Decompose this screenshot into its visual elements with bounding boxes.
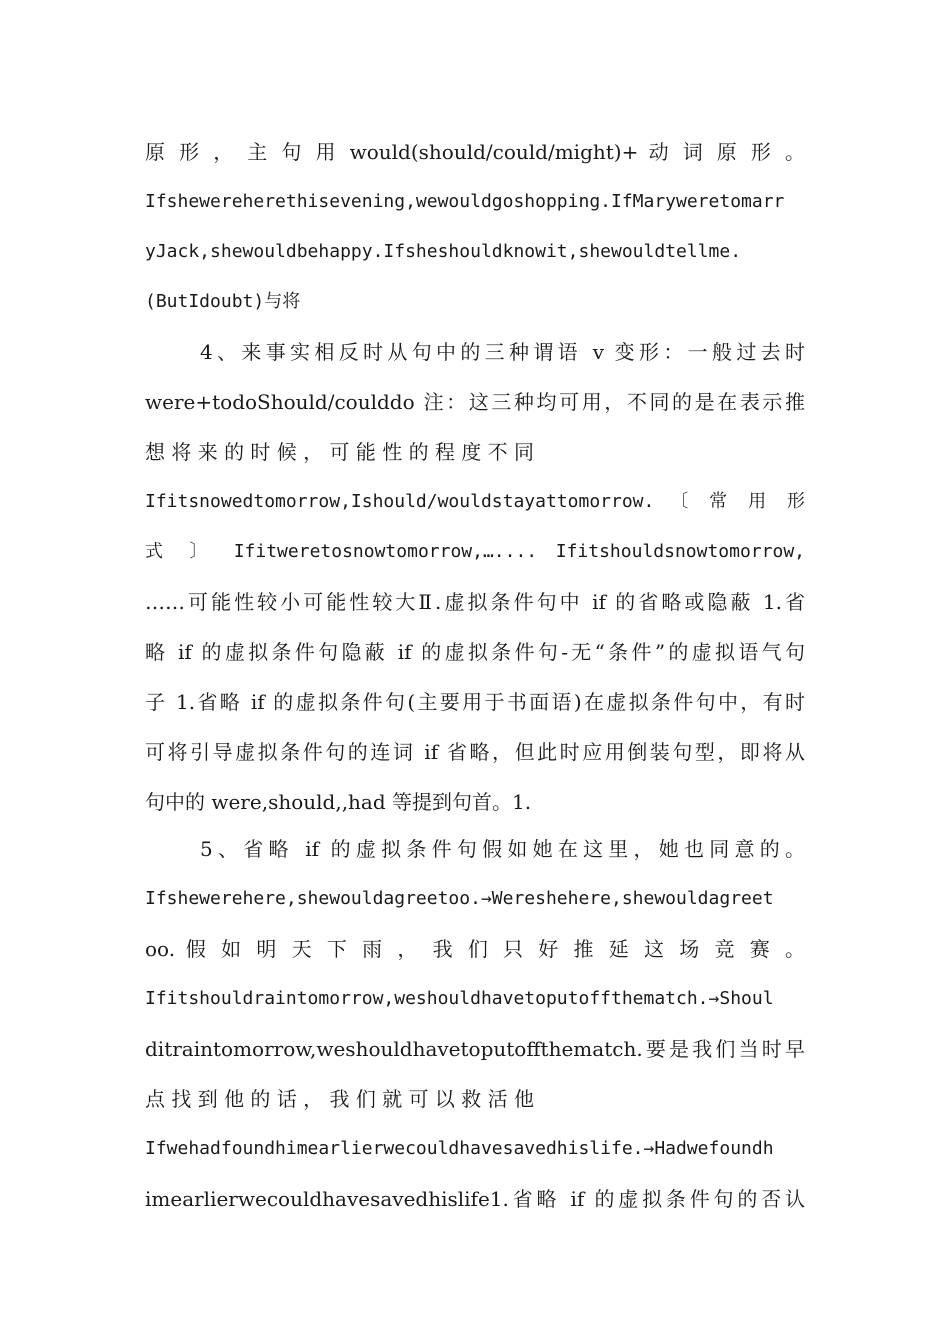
text-line: 4、来事实相反时从句中的三种谓语 v 变形：一般过去时 <box>200 340 805 364</box>
text-line: 点 找 到 他 的 话 ， 我 们 就 可 以 救 活 他 <box>145 1087 535 1111</box>
text-line: 可将引导虚拟条件句的连词 if 省略，但此时应用倒装句型，即将从 <box>145 740 805 764</box>
text-line: oo. 假 如 明 天 下 雨 ， 我 们 只 好 推 延 这 场 竞 赛 。 <box>145 937 805 961</box>
text-line: 想 将 来 的 时 候 ， 可 能 性 的 程 度 不 同 <box>145 440 535 464</box>
text-line: ditraintomorrow,weshouldhavetoputoffthematch.要是我们当时早 <box>145 1037 805 1061</box>
text-line: 句中的 were,should,,had 等提到句首。1. <box>145 790 532 814</box>
text-line: yJack,shewouldbehappy.Ifsheshouldknowit,shewouldtellme. <box>145 241 742 262</box>
text-line: were+todoShould/coulddo 注：这三种均可用，不同的是在表示推 <box>145 390 805 414</box>
text-line: imearlierwecouldhavesavedhislife1.省略 if 的虚拟条件句的否认 <box>145 1187 805 1211</box>
text-line: 式 〕 Ifitweretosnowtomorrow,….... Ifitshouldsnowtomorrow, <box>145 541 805 562</box>
text-line: Ifshewereherethisevening,wewouldgoshopping.IfMaryweretomarr <box>145 191 785 212</box>
text-line: ……可能性较小可能性较大Ⅱ.虚拟条件句中 if 的省略或隐蔽 1.省 <box>145 590 805 614</box>
text-line: (ButIdoubt)与将 <box>145 291 301 312</box>
text-line: Ifwehadfoundhimearlierwecouldhavesavedhislife.→Hadwefoundh <box>145 1138 774 1159</box>
text-line: 原 形 ， 主 句 用 would(should/could/might)+ 动 词 原 形 。 <box>145 140 805 164</box>
text-line: 略 if 的虚拟条件句隐蔽 if 的虚拟条件句-无“条件”的虚拟语气句 <box>145 640 805 664</box>
text-line: 5、省略 if 的虚拟条件句假如她在这里，她也同意的。 <box>200 837 805 861</box>
text-line: Ifshewerehere,shewouldagreetoo.→Wereshehere,shewouldagreet <box>145 888 774 909</box>
text-line: Ifitsnowedtomorrow,Ishould/wouldstayattomorrow. 〔 常 用 形 <box>145 491 805 512</box>
text-line: Ifitshouldraintomorrow,weshouldhavetoputoffthematch.→Shoul <box>145 988 774 1009</box>
text-line: 子 1.省略 if 的虚拟条件句(主要用于书面语)在虚拟条件句中，有时 <box>145 690 805 714</box>
